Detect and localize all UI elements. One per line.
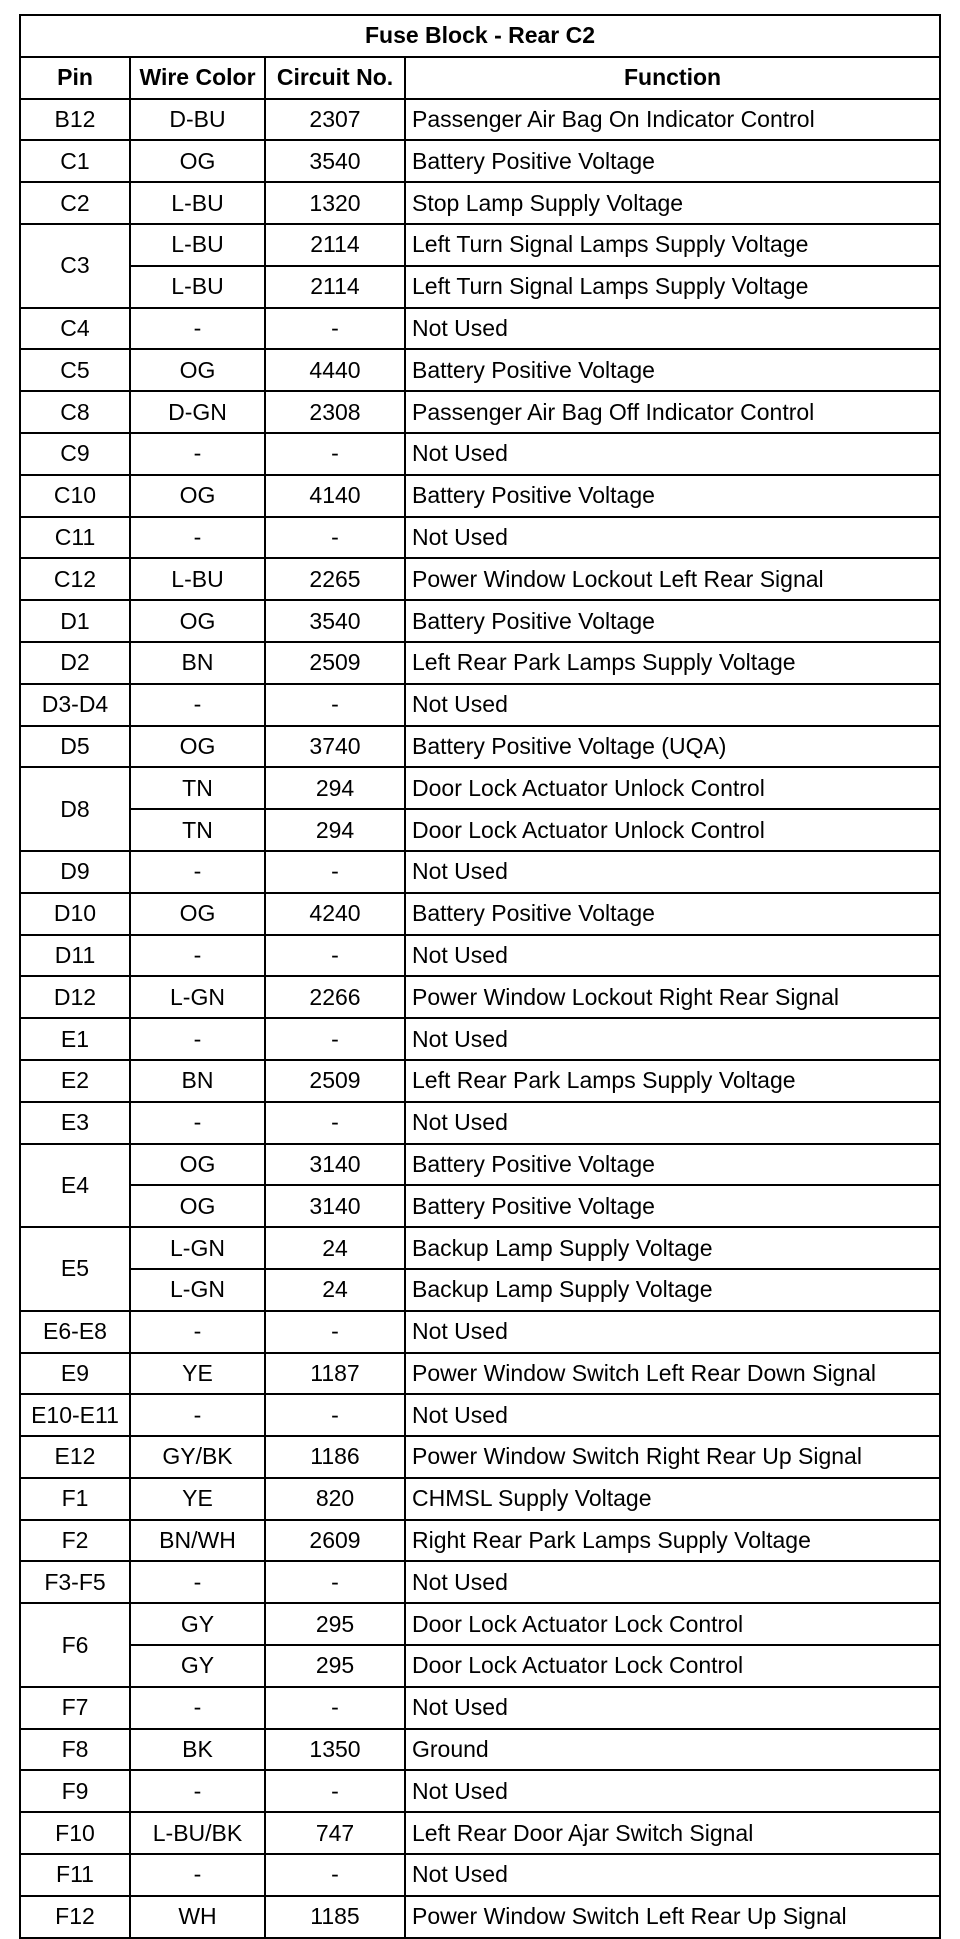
- table-row: [20, 1603, 940, 1645]
- function-cell: Power Window Switch Left Rear Down Signal: [405, 1353, 940, 1395]
- pin-cell: D8: [20, 767, 130, 851]
- circuit-no-cell: -: [265, 1854, 405, 1896]
- wire-color-cell: L-BU/BK: [130, 1812, 265, 1854]
- function-cell: Ground: [405, 1729, 940, 1771]
- circuit-no-cell: -: [265, 851, 405, 893]
- function-cell: Not Used: [405, 1018, 940, 1060]
- pin-cell: E10-E11: [20, 1394, 130, 1436]
- pin-cell: C2: [20, 182, 130, 224]
- function-cell: Passenger Air Bag Off Indicator Control: [405, 391, 940, 433]
- table-row: [20, 1896, 940, 1938]
- function-cell: Door Lock Actuator Lock Control: [405, 1645, 940, 1687]
- pin-cell: F8: [20, 1729, 130, 1771]
- table-row: [20, 1687, 940, 1729]
- wire-color-cell: GY/BK: [130, 1436, 265, 1478]
- circuit-no-cell: 4440: [265, 349, 405, 391]
- table-row: [20, 1060, 940, 1102]
- wire-color-cell: OG: [130, 1144, 265, 1186]
- circuit-no-cell: 3140: [265, 1185, 405, 1227]
- table-row: [20, 600, 940, 642]
- circuit-no-cell: 2308: [265, 391, 405, 433]
- circuit-no-cell: -: [265, 1102, 405, 1144]
- pin-cell: C8: [20, 391, 130, 433]
- function-cell: Power Window Switch Left Rear Up Signal: [405, 1896, 940, 1938]
- wire-color-cell: -: [130, 1311, 265, 1353]
- circuit-no-cell: 1186: [265, 1436, 405, 1478]
- function-cell: Not Used: [405, 1102, 940, 1144]
- function-cell: Not Used: [405, 684, 940, 726]
- header-circuit-no: Circuit No.: [265, 57, 405, 99]
- wire-color-cell: OG: [130, 893, 265, 935]
- wire-color-cell: BN/WH: [130, 1520, 265, 1562]
- wire-color-cell: -: [130, 1687, 265, 1729]
- wire-color-cell: -: [130, 433, 265, 475]
- circuit-no-cell: 4240: [265, 893, 405, 935]
- pin-cell: B12: [20, 99, 130, 141]
- circuit-no-cell: -: [265, 684, 405, 726]
- function-cell: Battery Positive Voltage: [405, 349, 940, 391]
- circuit-no-cell: 24: [265, 1227, 405, 1269]
- function-cell: Battery Positive Voltage: [405, 475, 940, 517]
- table-row: [20, 1227, 940, 1269]
- function-cell: Not Used: [405, 1770, 940, 1812]
- pin-cell: D12: [20, 976, 130, 1018]
- pin-cell: C9: [20, 433, 130, 475]
- circuit-no-cell: -: [265, 1394, 405, 1436]
- function-cell: Door Lock Actuator Lock Control: [405, 1603, 940, 1645]
- table-row: [20, 1269, 940, 1311]
- circuit-no-cell: -: [265, 308, 405, 350]
- circuit-no-cell: 2114: [265, 266, 405, 308]
- pin-cell: C11: [20, 517, 130, 559]
- pin-cell: F10: [20, 1812, 130, 1854]
- circuit-no-cell: 3140: [265, 1144, 405, 1186]
- pin-cell: D1: [20, 600, 130, 642]
- wire-color-cell: -: [130, 1854, 265, 1896]
- pin-cell: E5: [20, 1227, 130, 1311]
- table-row: [20, 851, 940, 893]
- table-row: [20, 684, 940, 726]
- circuit-no-cell: 3540: [265, 140, 405, 182]
- header-pin: Pin: [20, 57, 130, 99]
- wire-color-cell: L-GN: [130, 1227, 265, 1269]
- pin-cell: F6: [20, 1603, 130, 1687]
- circuit-no-cell: 1320: [265, 182, 405, 224]
- function-cell: Backup Lamp Supply Voltage: [405, 1227, 940, 1269]
- pin-table-sheet: [19, 14, 939, 1939]
- pin-cell: F7: [20, 1687, 130, 1729]
- header-wire-color: Wire Color: [130, 57, 265, 99]
- wire-color-cell: GY: [130, 1645, 265, 1687]
- circuit-no-cell: 2609: [265, 1520, 405, 1562]
- function-cell: Battery Positive Voltage: [405, 1185, 940, 1227]
- table-row: [20, 99, 940, 141]
- pin-cell: D10: [20, 893, 130, 935]
- circuit-no-cell: 820: [265, 1478, 405, 1520]
- circuit-no-cell: 294: [265, 809, 405, 851]
- table-title: Fuse Block - Rear C2: [20, 15, 940, 57]
- wire-color-cell: L-GN: [130, 976, 265, 1018]
- wire-color-cell: OG: [130, 140, 265, 182]
- table-row: [20, 1185, 940, 1227]
- wire-color-cell: OG: [130, 600, 265, 642]
- wire-color-cell: YE: [130, 1478, 265, 1520]
- pin-cell: E1: [20, 1018, 130, 1060]
- wire-color-cell: L-BU: [130, 266, 265, 308]
- pin-cell: C1: [20, 140, 130, 182]
- wire-color-cell: OG: [130, 726, 265, 768]
- header-row: [20, 57, 940, 99]
- circuit-no-cell: -: [265, 1687, 405, 1729]
- wire-color-cell: L-GN: [130, 1269, 265, 1311]
- table-row: [20, 1770, 940, 1812]
- function-cell: Left Rear Park Lamps Supply Voltage: [405, 1060, 940, 1102]
- wire-color-cell: -: [130, 308, 265, 350]
- circuit-no-cell: 2307: [265, 99, 405, 141]
- circuit-no-cell: -: [265, 433, 405, 475]
- function-cell: Not Used: [405, 1394, 940, 1436]
- function-cell: Not Used: [405, 1561, 940, 1603]
- function-cell: Stop Lamp Supply Voltage: [405, 182, 940, 224]
- function-cell: Not Used: [405, 1687, 940, 1729]
- wire-color-cell: WH: [130, 1896, 265, 1938]
- pin-cell: E3: [20, 1102, 130, 1144]
- wire-color-cell: D-BU: [130, 99, 265, 141]
- pin-cell: F9: [20, 1770, 130, 1812]
- function-cell: Not Used: [405, 1311, 940, 1353]
- wire-color-cell: OG: [130, 349, 265, 391]
- wire-color-cell: TN: [130, 767, 265, 809]
- circuit-no-cell: 3740: [265, 726, 405, 768]
- circuit-no-cell: -: [265, 1770, 405, 1812]
- wire-color-cell: -: [130, 851, 265, 893]
- function-cell: Battery Positive Voltage (UQA): [405, 726, 940, 768]
- table-row: [20, 558, 940, 600]
- function-cell: Battery Positive Voltage: [405, 600, 940, 642]
- pin-cell: C5: [20, 349, 130, 391]
- pin-cell: D3-D4: [20, 684, 130, 726]
- table-row: [20, 266, 940, 308]
- table-row: [20, 1854, 940, 1896]
- pin-cell: C12: [20, 558, 130, 600]
- pin-cell: E2: [20, 1060, 130, 1102]
- table-row: [20, 1645, 940, 1687]
- table-row: [20, 1102, 940, 1144]
- table-row: [20, 893, 940, 935]
- wire-color-cell: BK: [130, 1729, 265, 1771]
- wire-color-cell: GY: [130, 1603, 265, 1645]
- circuit-no-cell: 747: [265, 1812, 405, 1854]
- fuse-block-pin-table: [19, 14, 941, 1939]
- circuit-no-cell: -: [265, 1311, 405, 1353]
- circuit-no-cell: 3540: [265, 600, 405, 642]
- wire-color-cell: -: [130, 1770, 265, 1812]
- table-row: [20, 433, 940, 475]
- pin-cell: C10: [20, 475, 130, 517]
- wire-color-cell: -: [130, 1102, 265, 1144]
- circuit-no-cell: 295: [265, 1645, 405, 1687]
- table-row: [20, 475, 940, 517]
- circuit-no-cell: -: [265, 1561, 405, 1603]
- wire-color-cell: OG: [130, 475, 265, 517]
- circuit-no-cell: 1185: [265, 1896, 405, 1938]
- wire-color-cell: BN: [130, 1060, 265, 1102]
- table-row: [20, 308, 940, 350]
- circuit-no-cell: -: [265, 935, 405, 977]
- pin-cell: F12: [20, 1896, 130, 1938]
- function-cell: Door Lock Actuator Unlock Control: [405, 809, 940, 851]
- title-row: [20, 15, 940, 57]
- circuit-no-cell: -: [265, 517, 405, 559]
- wire-color-cell: -: [130, 1018, 265, 1060]
- table-row: [20, 1394, 940, 1436]
- wire-color-cell: YE: [130, 1353, 265, 1395]
- wire-color-cell: TN: [130, 809, 265, 851]
- circuit-no-cell: 1350: [265, 1729, 405, 1771]
- table-row: [20, 140, 940, 182]
- function-cell: Right Rear Park Lamps Supply Voltage: [405, 1520, 940, 1562]
- table-row: [20, 1729, 940, 1771]
- pin-cell: E4: [20, 1144, 130, 1228]
- wire-color-cell: -: [130, 517, 265, 559]
- function-cell: Power Window Lockout Left Rear Signal: [405, 558, 940, 600]
- pin-cell: E6-E8: [20, 1311, 130, 1353]
- table-row: [20, 1353, 940, 1395]
- function-cell: Left Rear Park Lamps Supply Voltage: [405, 642, 940, 684]
- pin-cell: D2: [20, 642, 130, 684]
- table-row: [20, 391, 940, 433]
- function-cell: Not Used: [405, 433, 940, 475]
- function-cell: Door Lock Actuator Unlock Control: [405, 767, 940, 809]
- pin-cell: D5: [20, 726, 130, 768]
- circuit-no-cell: 2509: [265, 1060, 405, 1102]
- header-function: Function: [405, 57, 940, 99]
- table-row: [20, 726, 940, 768]
- pin-cell: E9: [20, 1353, 130, 1395]
- function-cell: Power Window Switch Right Rear Up Signal: [405, 1436, 940, 1478]
- wire-color-cell: L-BU: [130, 558, 265, 600]
- function-cell: Power Window Lockout Right Rear Signal: [405, 976, 940, 1018]
- circuit-no-cell: 2265: [265, 558, 405, 600]
- table-row: [20, 1812, 940, 1854]
- pin-cell: F11: [20, 1854, 130, 1896]
- pin-cell: C4: [20, 308, 130, 350]
- table-body: [20, 99, 940, 1938]
- function-cell: Not Used: [405, 935, 940, 977]
- wire-color-cell: L-BU: [130, 224, 265, 266]
- circuit-no-cell: 295: [265, 1603, 405, 1645]
- circuit-no-cell: 294: [265, 767, 405, 809]
- wire-color-cell: -: [130, 684, 265, 726]
- table-row: [20, 1311, 940, 1353]
- pin-cell: F3-F5: [20, 1561, 130, 1603]
- circuit-no-cell: 2114: [265, 224, 405, 266]
- wire-color-cell: BN: [130, 642, 265, 684]
- function-cell: Battery Positive Voltage: [405, 1144, 940, 1186]
- wire-color-cell: -: [130, 935, 265, 977]
- table-row: [20, 1478, 940, 1520]
- circuit-no-cell: 1187: [265, 1353, 405, 1395]
- wire-color-cell: L-BU: [130, 182, 265, 224]
- function-cell: Left Turn Signal Lamps Supply Voltage: [405, 266, 940, 308]
- table-row: [20, 349, 940, 391]
- table-row: [20, 642, 940, 684]
- function-cell: Battery Positive Voltage: [405, 893, 940, 935]
- circuit-no-cell: 2266: [265, 976, 405, 1018]
- function-cell: CHMSL Supply Voltage: [405, 1478, 940, 1520]
- table-row: [20, 935, 940, 977]
- pin-cell: F1: [20, 1478, 130, 1520]
- table-row: [20, 1561, 940, 1603]
- wire-color-cell: OG: [130, 1185, 265, 1227]
- table-row: [20, 976, 940, 1018]
- table-row: [20, 224, 940, 266]
- function-cell: Backup Lamp Supply Voltage: [405, 1269, 940, 1311]
- function-cell: Left Rear Door Ajar Switch Signal: [405, 1812, 940, 1854]
- function-cell: Not Used: [405, 851, 940, 893]
- table-row: [20, 182, 940, 224]
- table-row: [20, 1436, 940, 1478]
- function-cell: Battery Positive Voltage: [405, 140, 940, 182]
- table-row: [20, 517, 940, 559]
- function-cell: Not Used: [405, 517, 940, 559]
- pin-cell: D9: [20, 851, 130, 893]
- circuit-no-cell: 2509: [265, 642, 405, 684]
- wire-color-cell: -: [130, 1561, 265, 1603]
- circuit-no-cell: 4140: [265, 475, 405, 517]
- pin-cell: C3: [20, 224, 130, 308]
- table-row: [20, 1520, 940, 1562]
- pin-cell: D11: [20, 935, 130, 977]
- circuit-no-cell: 24: [265, 1269, 405, 1311]
- pin-cell: F2: [20, 1520, 130, 1562]
- circuit-no-cell: -: [265, 1018, 405, 1060]
- table-row: [20, 767, 940, 809]
- function-cell: Not Used: [405, 1854, 940, 1896]
- function-cell: Left Turn Signal Lamps Supply Voltage: [405, 224, 940, 266]
- pin-cell: E12: [20, 1436, 130, 1478]
- table-row: [20, 1144, 940, 1186]
- wire-color-cell: D-GN: [130, 391, 265, 433]
- function-cell: Not Used: [405, 308, 940, 350]
- wire-color-cell: -: [130, 1394, 265, 1436]
- table-row: [20, 1018, 940, 1060]
- function-cell: Passenger Air Bag On Indicator Control: [405, 99, 940, 141]
- table-row: [20, 809, 940, 851]
